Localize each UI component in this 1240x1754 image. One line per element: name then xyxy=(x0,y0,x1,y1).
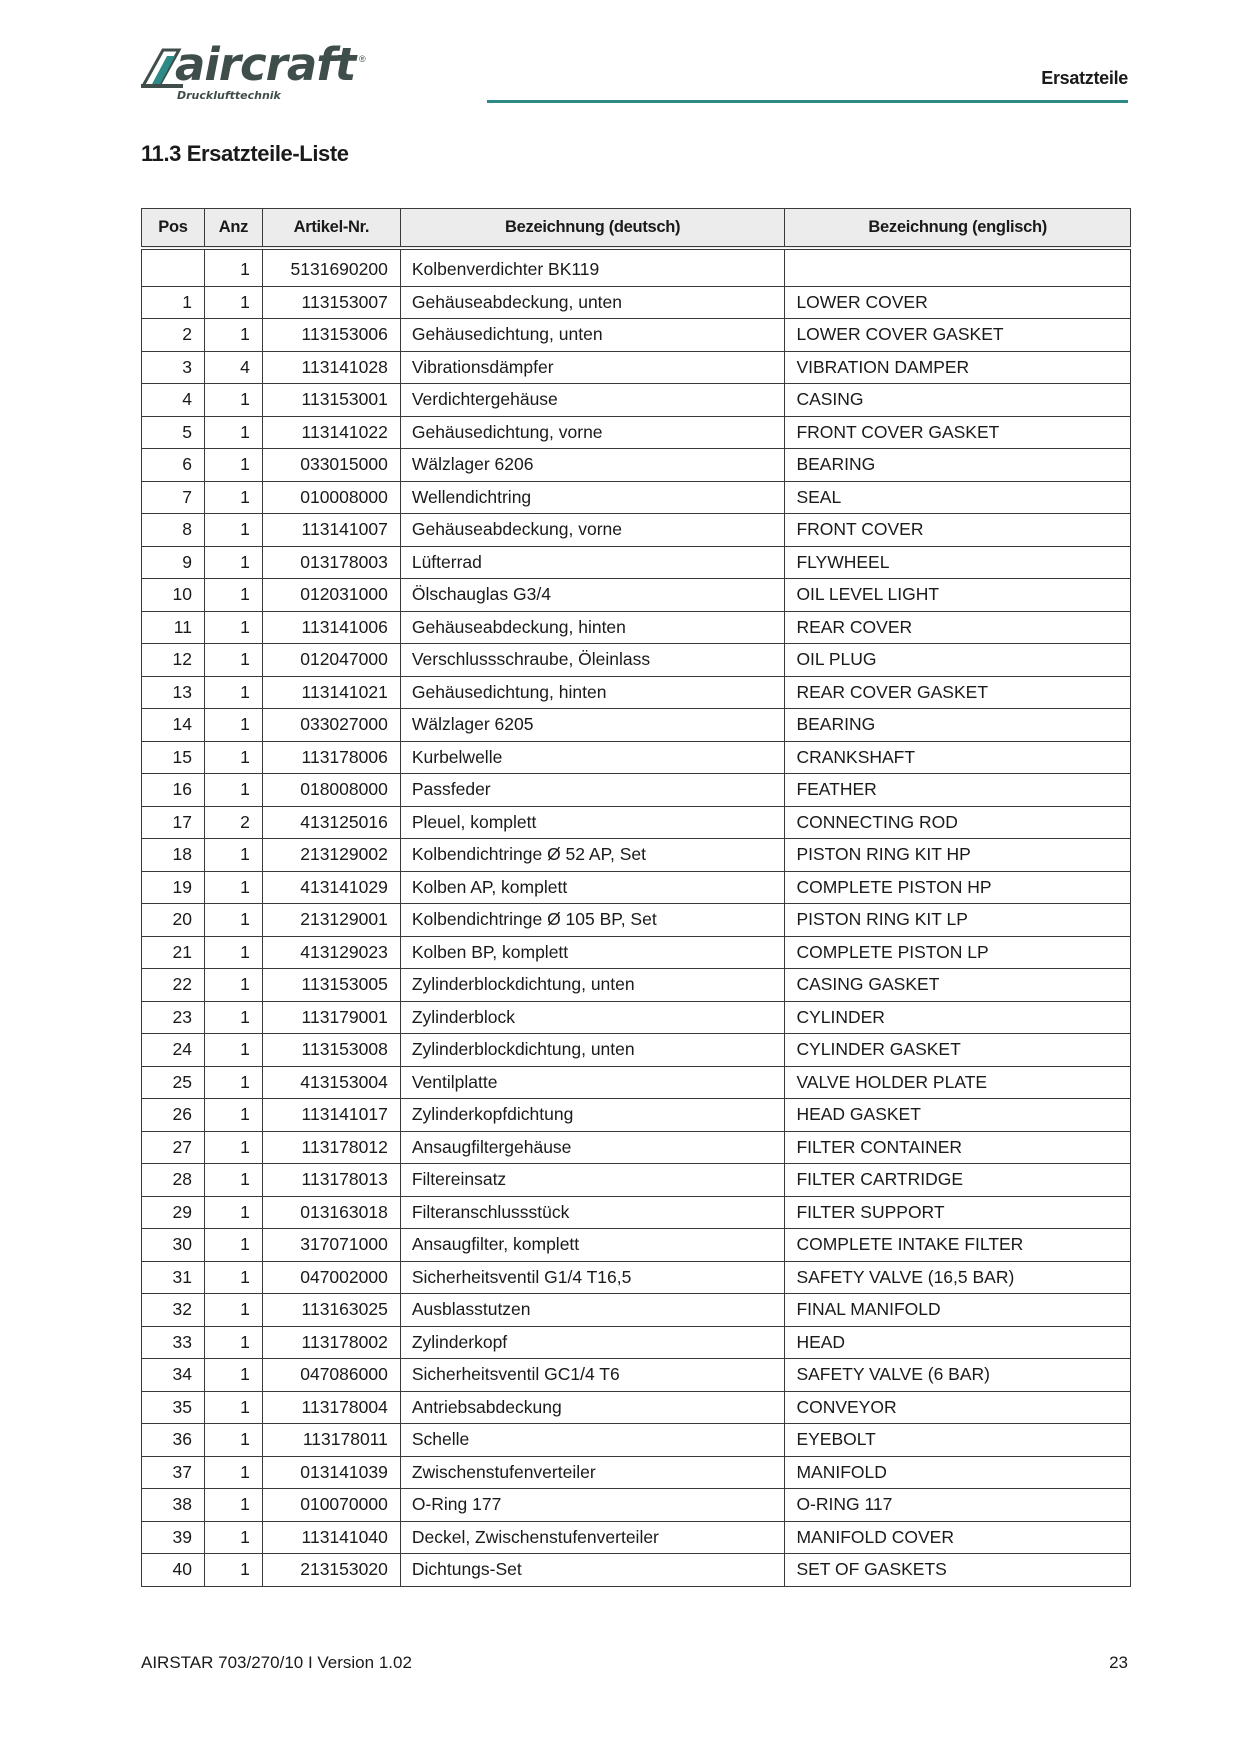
cell-pos: 30 xyxy=(142,1229,205,1262)
cell-artikel-nr: 047002000 xyxy=(262,1261,400,1294)
cell-bezeichnung-englisch: COMPLETE PISTON LP xyxy=(785,936,1131,969)
cell-bezeichnung-deutsch: Filtereinsatz xyxy=(400,1164,785,1197)
table-row xyxy=(142,839,1131,872)
cell-anz: 1 xyxy=(204,546,262,579)
cell-anz: 1 xyxy=(204,709,262,742)
cell-anz: 1 xyxy=(204,1456,262,1489)
cell-bezeichnung-deutsch: Sicherheitsventil GC1/4 T6 xyxy=(400,1359,785,1392)
cell-bezeichnung-englisch: PISTON RING KIT LP xyxy=(785,904,1131,937)
table-row xyxy=(142,806,1131,839)
table-row xyxy=(142,904,1131,937)
cell-artikel-nr: 113153006 xyxy=(262,319,400,352)
cell-anz: 1 xyxy=(204,1034,262,1067)
cell-bezeichnung-deutsch: Antriebsabdeckung xyxy=(400,1391,785,1424)
cell-bezeichnung-deutsch: Wellendichtring xyxy=(400,481,785,514)
cell-pos: 21 xyxy=(142,936,205,969)
cell-bezeichnung-deutsch: Ansaugfilter, komplett xyxy=(400,1229,785,1262)
table-row xyxy=(142,871,1131,904)
cell-bezeichnung-deutsch: Wälzlager 6206 xyxy=(400,449,785,482)
cell-artikel-nr: 213153020 xyxy=(262,1554,400,1587)
table-row xyxy=(142,514,1131,547)
cell-anz: 1 xyxy=(204,481,262,514)
cell-bezeichnung-englisch: SET OF GASKETS xyxy=(785,1554,1131,1587)
cell-pos: 27 xyxy=(142,1131,205,1164)
table-row xyxy=(142,644,1131,677)
cell-bezeichnung-englisch: FILTER CONTAINER xyxy=(785,1131,1131,1164)
cell-anz: 1 xyxy=(204,1164,262,1197)
cell-artikel-nr: 413125016 xyxy=(262,806,400,839)
cell-bezeichnung-englisch: CASING xyxy=(785,384,1131,417)
table-row xyxy=(142,1326,1131,1359)
table-row xyxy=(142,248,1131,286)
table-row xyxy=(142,676,1131,709)
brand-logo xyxy=(141,38,381,106)
table-row xyxy=(142,1066,1131,1099)
cell-pos: 26 xyxy=(142,1099,205,1132)
cell-bezeichnung-deutsch: Vibrationsdämpfer xyxy=(400,351,785,384)
table-row xyxy=(142,1131,1131,1164)
cell-artikel-nr: 113141007 xyxy=(262,514,400,547)
cell-artikel-nr: 033027000 xyxy=(262,709,400,742)
cell-bezeichnung-englisch: CONNECTING ROD xyxy=(785,806,1131,839)
cell-pos: 19 xyxy=(142,871,205,904)
cell-bezeichnung-englisch: PISTON RING KIT HP xyxy=(785,839,1131,872)
cell-anz: 1 xyxy=(204,579,262,612)
cell-anz: 4 xyxy=(204,351,262,384)
cell-bezeichnung-deutsch: Zylinderblockdichtung, unten xyxy=(400,1034,785,1067)
cell-pos: 22 xyxy=(142,969,205,1002)
cell-pos: 7 xyxy=(142,481,205,514)
cell-bezeichnung-deutsch: Ansaugfiltergehäuse xyxy=(400,1131,785,1164)
cell-pos: 15 xyxy=(142,741,205,774)
table-row xyxy=(142,1456,1131,1489)
column-header-bezeichnung-deutsch: Bezeichnung (deutsch) xyxy=(400,209,785,249)
cell-bezeichnung-englisch: LOWER COVER GASKET xyxy=(785,319,1131,352)
cell-pos xyxy=(142,248,205,286)
cell-pos: 28 xyxy=(142,1164,205,1197)
cell-anz: 1 xyxy=(204,449,262,482)
cell-bezeichnung-deutsch: Zylinderkopf xyxy=(400,1326,785,1359)
table-row xyxy=(142,384,1131,417)
cell-bezeichnung-englisch: VIBRATION DAMPER xyxy=(785,351,1131,384)
cell-bezeichnung-deutsch: Gehäusedichtung, hinten xyxy=(400,676,785,709)
cell-artikel-nr: 113153001 xyxy=(262,384,400,417)
cell-artikel-nr: 013163018 xyxy=(262,1196,400,1229)
footer-document-version: AIRSTAR 703/270/10 I Version 1.02 xyxy=(141,1653,412,1672)
cell-artikel-nr: 012047000 xyxy=(262,644,400,677)
cell-bezeichnung-englisch: O-RING 117 xyxy=(785,1489,1131,1522)
cell-bezeichnung-englisch: FINAL MANIFOLD xyxy=(785,1294,1131,1327)
table-row xyxy=(142,1359,1131,1392)
cell-bezeichnung-deutsch: Ölschauglas G3/4 xyxy=(400,579,785,612)
cell-bezeichnung-deutsch: Schelle xyxy=(400,1424,785,1457)
cell-bezeichnung-deutsch: Zylinderkopfdichtung xyxy=(400,1099,785,1132)
cell-anz: 1 xyxy=(204,1229,262,1262)
cell-pos: 24 xyxy=(142,1034,205,1067)
table-row xyxy=(142,1034,1131,1067)
cell-artikel-nr: 113141006 xyxy=(262,611,400,644)
cell-bezeichnung-deutsch: Kolben BP, komplett xyxy=(400,936,785,969)
cell-bezeichnung-deutsch: Kolbendichtringe Ø 52 AP, Set xyxy=(400,839,785,872)
cell-pos: 10 xyxy=(142,579,205,612)
cell-artikel-nr: 113178011 xyxy=(262,1424,400,1457)
cell-anz: 1 xyxy=(204,644,262,677)
table-row xyxy=(142,579,1131,612)
cell-pos: 13 xyxy=(142,676,205,709)
cell-artikel-nr: 113178013 xyxy=(262,1164,400,1197)
cell-bezeichnung-deutsch: Kolbendichtringe Ø 105 BP, Set xyxy=(400,904,785,937)
cell-artikel-nr: 213129001 xyxy=(262,904,400,937)
cell-bezeichnung-englisch: HEAD xyxy=(785,1326,1131,1359)
cell-artikel-nr: 012031000 xyxy=(262,579,400,612)
cell-artikel-nr: 317071000 xyxy=(262,1229,400,1262)
cell-pos: 3 xyxy=(142,351,205,384)
cell-artikel-nr: 013178003 xyxy=(262,546,400,579)
table-header-row xyxy=(142,209,1131,249)
cell-bezeichnung-deutsch: Lüfterrad xyxy=(400,546,785,579)
cell-bezeichnung-englisch: FEATHER xyxy=(785,774,1131,807)
cell-pos: 25 xyxy=(142,1066,205,1099)
cell-anz: 2 xyxy=(204,806,262,839)
cell-anz: 1 xyxy=(204,611,262,644)
cell-anz: 1 xyxy=(204,1521,262,1554)
cell-pos: 29 xyxy=(142,1196,205,1229)
cell-pos: 4 xyxy=(142,384,205,417)
cell-bezeichnung-englisch xyxy=(785,248,1131,286)
cell-bezeichnung-deutsch: Ausblasstutzen xyxy=(400,1294,785,1327)
cell-artikel-nr: 113141021 xyxy=(262,676,400,709)
cell-anz: 1 xyxy=(204,1326,262,1359)
cell-pos: 14 xyxy=(142,709,205,742)
column-header-artikel-nr: Artikel-Nr. xyxy=(262,209,400,249)
cell-artikel-nr: 113178012 xyxy=(262,1131,400,1164)
cell-anz: 1 xyxy=(204,384,262,417)
cell-bezeichnung-englisch: FRONT COVER xyxy=(785,514,1131,547)
cell-artikel-nr: 113141022 xyxy=(262,416,400,449)
table-row xyxy=(142,1391,1131,1424)
table-row xyxy=(142,1424,1131,1457)
cell-pos: 34 xyxy=(142,1359,205,1392)
cell-artikel-nr: 047086000 xyxy=(262,1359,400,1392)
table-row xyxy=(142,546,1131,579)
cell-anz: 1 xyxy=(204,248,262,286)
cell-bezeichnung-englisch: FILTER CARTRIDGE xyxy=(785,1164,1131,1197)
table-row xyxy=(142,1554,1131,1587)
cell-artikel-nr: 413153004 xyxy=(262,1066,400,1099)
cell-pos: 11 xyxy=(142,611,205,644)
cell-bezeichnung-englisch: CONVEYOR xyxy=(785,1391,1131,1424)
cell-bezeichnung-englisch: OIL LEVEL LIGHT xyxy=(785,579,1131,612)
cell-pos: 8 xyxy=(142,514,205,547)
cell-bezeichnung-englisch: BEARING xyxy=(785,709,1131,742)
cell-bezeichnung-deutsch: O-Ring 177 xyxy=(400,1489,785,1522)
table-row xyxy=(142,1229,1131,1262)
cell-bezeichnung-englisch: EYEBOLT xyxy=(785,1424,1131,1457)
cell-bezeichnung-deutsch: Wälzlager 6205 xyxy=(400,709,785,742)
cell-bezeichnung-deutsch: Filteranschlussstück xyxy=(400,1196,785,1229)
table-row xyxy=(142,1261,1131,1294)
column-header-bezeichnung-englisch: Bezeichnung (englisch) xyxy=(785,209,1131,249)
cell-artikel-nr: 113179001 xyxy=(262,1001,400,1034)
cell-anz: 1 xyxy=(204,1424,262,1457)
logo-wordmark: aircraft xyxy=(175,38,356,91)
cell-bezeichnung-deutsch: Passfeder xyxy=(400,774,785,807)
cell-anz: 1 xyxy=(204,1489,262,1522)
table-row xyxy=(142,1164,1131,1197)
cell-artikel-nr: 113153005 xyxy=(262,969,400,1002)
cell-anz: 1 xyxy=(204,676,262,709)
cell-artikel-nr: 113141028 xyxy=(262,351,400,384)
table-row xyxy=(142,611,1131,644)
cell-pos: 31 xyxy=(142,1261,205,1294)
cell-bezeichnung-deutsch: Zylinderblock xyxy=(400,1001,785,1034)
cell-anz: 1 xyxy=(204,1066,262,1099)
cell-bezeichnung-deutsch: Zylinderblockdichtung, unten xyxy=(400,969,785,1002)
cell-bezeichnung-deutsch: Verschlussschraube, Öleinlass xyxy=(400,644,785,677)
cell-bezeichnung-deutsch: Dichtungs-Set xyxy=(400,1554,785,1587)
cell-bezeichnung-englisch: REAR COVER xyxy=(785,611,1131,644)
cell-artikel-nr: 213129002 xyxy=(262,839,400,872)
table-row xyxy=(142,481,1131,514)
cell-bezeichnung-deutsch: Ventilplatte xyxy=(400,1066,785,1099)
cell-artikel-nr: 018008000 xyxy=(262,774,400,807)
cell-bezeichnung-englisch: CASING GASKET xyxy=(785,969,1131,1002)
cell-bezeichnung-englisch: SAFETY VALVE (16,5 BAR) xyxy=(785,1261,1131,1294)
cell-bezeichnung-deutsch: Kolben AP, komplett xyxy=(400,871,785,904)
cell-bezeichnung-englisch: HEAD GASKET xyxy=(785,1099,1131,1132)
cell-pos: 37 xyxy=(142,1456,205,1489)
parts-table xyxy=(141,208,1131,1587)
cell-artikel-nr: 413129023 xyxy=(262,936,400,969)
table-row xyxy=(142,1294,1131,1327)
cell-pos: 18 xyxy=(142,839,205,872)
header-divider xyxy=(487,100,1128,103)
table-row xyxy=(142,1001,1131,1034)
cell-anz: 1 xyxy=(204,969,262,1002)
table-row xyxy=(142,416,1131,449)
cell-pos: 40 xyxy=(142,1554,205,1587)
cell-bezeichnung-englisch: SAFETY VALVE (6 BAR) xyxy=(785,1359,1131,1392)
table-row xyxy=(142,1196,1131,1229)
cell-pos: 12 xyxy=(142,644,205,677)
cell-bezeichnung-deutsch: Verdichtergehäuse xyxy=(400,384,785,417)
table-row xyxy=(142,969,1131,1002)
cell-bezeichnung-deutsch: Deckel, Zwischenstufenverteiler xyxy=(400,1521,785,1554)
cell-artikel-nr: 113153008 xyxy=(262,1034,400,1067)
cell-bezeichnung-englisch: FRONT COVER GASKET xyxy=(785,416,1131,449)
cell-bezeichnung-englisch: OIL PLUG xyxy=(785,644,1131,677)
table-row xyxy=(142,709,1131,742)
cell-bezeichnung-englisch: COMPLETE PISTON HP xyxy=(785,871,1131,904)
cell-anz: 1 xyxy=(204,839,262,872)
column-header-pos: Pos xyxy=(142,209,205,249)
logo-tagline: Drucklufttechnik xyxy=(177,89,281,102)
cell-anz: 1 xyxy=(204,1001,262,1034)
cell-pos: 9 xyxy=(142,546,205,579)
cell-anz: 1 xyxy=(204,871,262,904)
table-row xyxy=(142,1521,1131,1554)
column-header-anz: Anz xyxy=(204,209,262,249)
cell-anz: 1 xyxy=(204,1359,262,1392)
cell-artikel-nr: 113178004 xyxy=(262,1391,400,1424)
cell-pos: 5 xyxy=(142,416,205,449)
cell-bezeichnung-englisch: SEAL xyxy=(785,481,1131,514)
cell-bezeichnung-deutsch: Pleuel, komplett xyxy=(400,806,785,839)
cell-pos: 33 xyxy=(142,1326,205,1359)
cell-bezeichnung-deutsch: Gehäuseabdeckung, unten xyxy=(400,286,785,319)
cell-pos: 16 xyxy=(142,774,205,807)
cell-bezeichnung-deutsch: Gehäusedichtung, vorne xyxy=(400,416,785,449)
cell-bezeichnung-englisch: FLYWHEEL xyxy=(785,546,1131,579)
table-row xyxy=(142,936,1131,969)
cell-pos: 1 xyxy=(142,286,205,319)
cell-bezeichnung-deutsch: Sicherheitsventil G1/4 T16,5 xyxy=(400,1261,785,1294)
footer-page-number: 23 xyxy=(1109,1653,1128,1672)
table-row xyxy=(142,319,1131,352)
cell-bezeichnung-deutsch: Kurbelwelle xyxy=(400,741,785,774)
cell-anz: 1 xyxy=(204,904,262,937)
cell-anz: 1 xyxy=(204,936,262,969)
cell-anz: 1 xyxy=(204,1131,262,1164)
cell-anz: 1 xyxy=(204,319,262,352)
section-title: 11.3 Ersatzteile-Liste xyxy=(141,141,349,166)
parts-table-body xyxy=(142,248,1131,1586)
table-row xyxy=(142,741,1131,774)
cell-artikel-nr: 413141029 xyxy=(262,871,400,904)
cell-artikel-nr: 013141039 xyxy=(262,1456,400,1489)
cell-pos: 32 xyxy=(142,1294,205,1327)
cell-artikel-nr: 113163025 xyxy=(262,1294,400,1327)
cell-pos: 20 xyxy=(142,904,205,937)
cell-anz: 1 xyxy=(204,774,262,807)
cell-artikel-nr: 113141040 xyxy=(262,1521,400,1554)
cell-anz: 1 xyxy=(204,741,262,774)
table-row xyxy=(142,1489,1131,1522)
cell-artikel-nr: 010008000 xyxy=(262,481,400,514)
cell-pos: 17 xyxy=(142,806,205,839)
table-row xyxy=(142,774,1131,807)
cell-artikel-nr: 033015000 xyxy=(262,449,400,482)
cell-bezeichnung-englisch: MANIFOLD xyxy=(785,1456,1131,1489)
cell-bezeichnung-englisch: FILTER SUPPORT xyxy=(785,1196,1131,1229)
cell-pos: 6 xyxy=(142,449,205,482)
cell-anz: 1 xyxy=(204,416,262,449)
cell-anz: 1 xyxy=(204,1554,262,1587)
cell-pos: 38 xyxy=(142,1489,205,1522)
cell-anz: 1 xyxy=(204,1099,262,1132)
cell-anz: 1 xyxy=(204,514,262,547)
cell-artikel-nr: 113178006 xyxy=(262,741,400,774)
cell-pos: 35 xyxy=(142,1391,205,1424)
cell-anz: 1 xyxy=(204,1196,262,1229)
table-row xyxy=(142,449,1131,482)
cell-bezeichnung-deutsch: Zwischenstufenverteiler xyxy=(400,1456,785,1489)
cell-bezeichnung-englisch: CYLINDER xyxy=(785,1001,1131,1034)
cell-artikel-nr: 5131690200 xyxy=(262,248,400,286)
cell-anz: 1 xyxy=(204,1261,262,1294)
table-row xyxy=(142,351,1131,384)
cell-pos: 39 xyxy=(142,1521,205,1554)
cell-artikel-nr: 010070000 xyxy=(262,1489,400,1522)
cell-artikel-nr: 113141017 xyxy=(262,1099,400,1132)
cell-anz: 1 xyxy=(204,1294,262,1327)
cell-bezeichnung-englisch: VALVE HOLDER PLATE xyxy=(785,1066,1131,1099)
cell-bezeichnung-englisch: MANIFOLD COVER xyxy=(785,1521,1131,1554)
table-row xyxy=(142,286,1131,319)
header-title: Ersatzteile xyxy=(1041,68,1128,88)
logo-registered-mark: ® xyxy=(359,54,366,64)
cell-pos: 23 xyxy=(142,1001,205,1034)
cell-bezeichnung-deutsch: Gehäuseabdeckung, vorne xyxy=(400,514,785,547)
cell-bezeichnung-englisch: CYLINDER GASKET xyxy=(785,1034,1131,1067)
cell-bezeichnung-englisch: COMPLETE INTAKE FILTER xyxy=(785,1229,1131,1262)
cell-bezeichnung-deutsch: Kolbenverdichter BK119 xyxy=(400,248,785,286)
cell-artikel-nr: 113153007 xyxy=(262,286,400,319)
cell-bezeichnung-englisch: CRANKSHAFT xyxy=(785,741,1131,774)
cell-anz: 1 xyxy=(204,1391,262,1424)
cell-bezeichnung-englisch: LOWER COVER xyxy=(785,286,1131,319)
cell-anz: 1 xyxy=(204,286,262,319)
cell-pos: 2 xyxy=(142,319,205,352)
cell-bezeichnung-deutsch: Gehäuseabdeckung, hinten xyxy=(400,611,785,644)
cell-bezeichnung-deutsch: Gehäusedichtung, unten xyxy=(400,319,785,352)
cell-pos: 36 xyxy=(142,1424,205,1457)
cell-artikel-nr: 113178002 xyxy=(262,1326,400,1359)
table-row xyxy=(142,1099,1131,1132)
cell-bezeichnung-englisch: REAR COVER GASKET xyxy=(785,676,1131,709)
cell-bezeichnung-englisch: BEARING xyxy=(785,449,1131,482)
